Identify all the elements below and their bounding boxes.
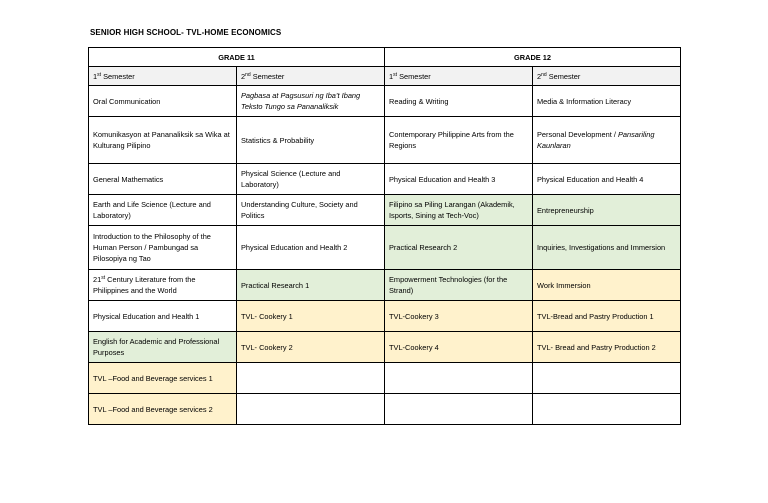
table-cell: Physical Education and Health 4 bbox=[533, 164, 681, 195]
semester-header-g12-s1: 1st Semester bbox=[385, 67, 533, 86]
table-cell: Media & Information Literacy bbox=[533, 86, 681, 117]
table-cell: Komunikasyon at Pananaliksik sa Wika at Kulturang Pilipino bbox=[89, 117, 237, 164]
document-title: SENIOR HIGH SCHOOL- TVL-HOME ECONOMICS bbox=[90, 28, 282, 37]
table-cell: Physical Science (Lecture and Laboratory) bbox=[237, 164, 385, 195]
semester-header-row bbox=[89, 67, 681, 86]
table-cell: Entrepreneurship bbox=[533, 195, 681, 226]
table-cell: TVL-Cookery 4 bbox=[385, 332, 533, 363]
table-row bbox=[89, 332, 681, 363]
table-cell: Physical Education and Health 2 bbox=[237, 226, 385, 270]
table-row bbox=[89, 301, 681, 332]
table-cell: TVL –Food and Beverage services 2 bbox=[89, 394, 237, 425]
grade-header-row bbox=[89, 48, 681, 67]
table-cell bbox=[237, 394, 385, 425]
table-cell: TVL-Cookery 3 bbox=[385, 301, 533, 332]
table-cell: Personal Development / Pansariling Kaunlaran bbox=[533, 117, 681, 164]
grade-11-header: GRADE 11 bbox=[89, 48, 385, 67]
table-row bbox=[89, 363, 681, 394]
table-cell: Contemporary Philippine Arts from the Regions bbox=[385, 117, 533, 164]
table-cell: Pagbasa at Pagsusuri ng Iba’t Ibang Teksto Tungo sa Pananaliksik bbox=[237, 86, 385, 117]
table-cell: 21st Century Literature from the Philippines and the World bbox=[89, 270, 237, 301]
table-cell bbox=[385, 363, 533, 394]
table-cell: Inquiries, Investigations and Immersion bbox=[533, 226, 681, 270]
table-cell: TVL- Cookery 2 bbox=[237, 332, 385, 363]
table-cell: Introduction to the Philosophy of the Human Person / Pambungad sa Pilosopiya ng Tao bbox=[89, 226, 237, 270]
table-row bbox=[89, 86, 681, 117]
semester-header-g11-s1: 1st Semester bbox=[89, 67, 237, 86]
table-row bbox=[89, 195, 681, 226]
table-cell: Reading & Writing bbox=[385, 86, 533, 117]
table-cell: Practical Research 1 bbox=[237, 270, 385, 301]
table-cell: TVL –Food and Beverage services 1 bbox=[89, 363, 237, 394]
table-cell bbox=[237, 363, 385, 394]
table-cell: Empowerment Technologies (for the Strand) bbox=[385, 270, 533, 301]
table-row bbox=[89, 164, 681, 195]
table-cell: Practical Research 2 bbox=[385, 226, 533, 270]
table-cell: Work Immersion bbox=[533, 270, 681, 301]
table-row bbox=[89, 394, 681, 425]
table-cell bbox=[533, 363, 681, 394]
table-cell bbox=[385, 394, 533, 425]
table-row bbox=[89, 226, 681, 270]
table-cell: Understanding Culture, Society and Politics bbox=[237, 195, 385, 226]
table-cell: Physical Education and Health 3 bbox=[385, 164, 533, 195]
table-row bbox=[89, 117, 681, 164]
semester-header-g11-s2: 2nd Semester bbox=[237, 67, 385, 86]
table-cell: General Mathematics bbox=[89, 164, 237, 195]
curriculum-table bbox=[88, 47, 681, 425]
table-cell: TVL-Bread and Pastry Production 1 bbox=[533, 301, 681, 332]
table-cell: Oral Communication bbox=[89, 86, 237, 117]
table-cell: TVL- Bread and Pastry Production 2 bbox=[533, 332, 681, 363]
table-cell: Earth and Life Science (Lecture and Laboratory) bbox=[89, 195, 237, 226]
semester-header-g12-s2: 2nd Semester bbox=[533, 67, 681, 86]
table-cell: TVL- Cookery 1 bbox=[237, 301, 385, 332]
grade-12-header: GRADE 12 bbox=[385, 48, 681, 67]
table-cell: Physical Education and Health 1 bbox=[89, 301, 237, 332]
table-cell: Filipino sa Piling Larangan (Akademik, Isports, Sining at Tech-Voc) bbox=[385, 195, 533, 226]
table-row bbox=[89, 270, 681, 301]
table-cell: English for Academic and Professional Purposes bbox=[89, 332, 237, 363]
table-cell bbox=[533, 394, 681, 425]
table-cell: Statistics & Probability bbox=[237, 117, 385, 164]
